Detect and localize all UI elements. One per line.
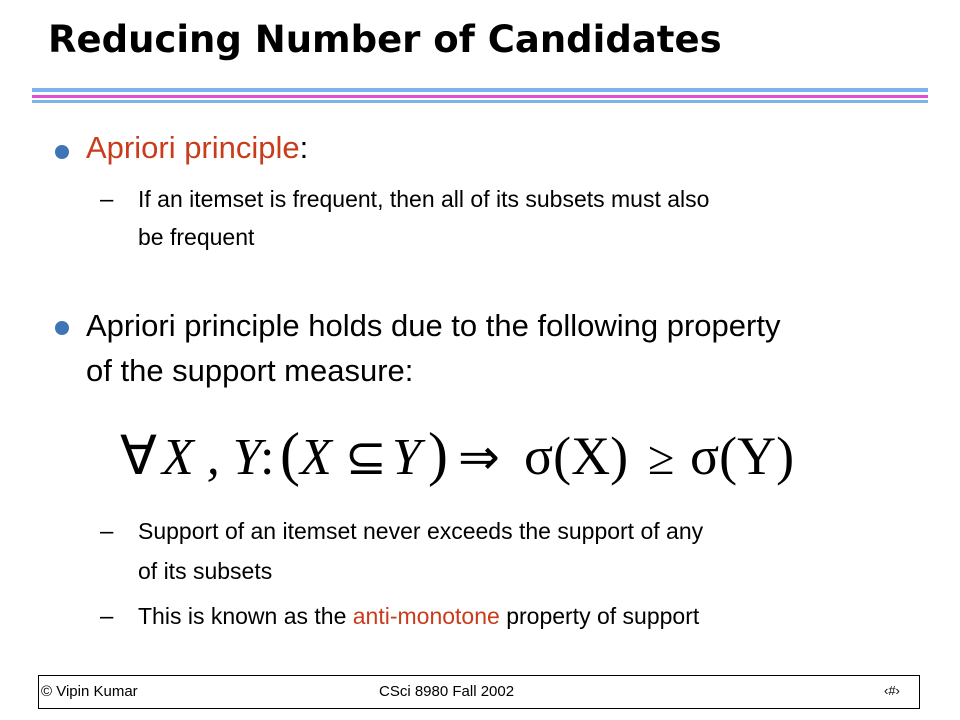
apriori-term: Apriori principle bbox=[86, 130, 300, 165]
bullet-property-line2: of the support measure: bbox=[86, 353, 414, 388]
dash-marker: – bbox=[100, 603, 114, 630]
slide-footer bbox=[38, 675, 920, 709]
geq-symbol: ≥ bbox=[648, 432, 675, 485]
formula-right-paren: ) bbox=[428, 421, 448, 487]
subset-symbol: ⊆ bbox=[345, 429, 387, 485]
bullet-apriori-principle bbox=[86, 128, 308, 168]
formula-colon: : bbox=[260, 429, 275, 486]
sub-bullet-frequent-line1: If an itemset is frequent, then all of its subsets must also bbox=[138, 186, 710, 212]
dash-marker: – bbox=[100, 518, 114, 545]
anti-monotone-term: anti-monotone bbox=[352, 603, 500, 629]
title-rule-bottom bbox=[32, 100, 928, 103]
sub-bullet-support-line1: Support of an itemset never exceeds the support of any bbox=[138, 518, 704, 544]
dash-marker: – bbox=[100, 186, 114, 213]
bullet-dot-icon bbox=[55, 145, 69, 159]
formula-left-paren: ( bbox=[280, 421, 300, 487]
footer-author: © Vipin Kumar bbox=[41, 683, 138, 700]
formula-rhs: σ(Y) bbox=[690, 426, 795, 486]
anti-monotone-suffix: property of support bbox=[499, 603, 700, 629]
bullet-property-line1: Apriori principle holds due to the following property bbox=[86, 308, 781, 343]
anti-monotone-prefix: This is known as the bbox=[138, 603, 353, 629]
formula-x: X bbox=[300, 429, 332, 486]
formula-variables: X , Y bbox=[162, 429, 262, 486]
page-number-icon: ‹#› bbox=[884, 683, 900, 698]
slide-title: Reducing Number of Candidates bbox=[48, 18, 722, 61]
sub-bullet-anti-monotone bbox=[138, 599, 699, 633]
title-rule-middle bbox=[32, 95, 928, 98]
title-rule-top bbox=[32, 88, 928, 92]
formula-lhs: σ(X) bbox=[524, 426, 629, 486]
term-colon: : bbox=[299, 130, 309, 165]
support-formula bbox=[120, 416, 820, 496]
sub-bullet-support-line2: of its subsets bbox=[138, 558, 273, 584]
forall-symbol: ∀ bbox=[120, 426, 157, 486]
sub-bullet-frequent-line2: be frequent bbox=[138, 224, 255, 250]
bullet-dot-icon bbox=[55, 321, 69, 335]
formula-y: Y bbox=[392, 429, 421, 486]
footer-course: CSci 8980 Fall 2002 bbox=[379, 683, 515, 700]
implies-symbol: ⇒ bbox=[458, 429, 500, 485]
